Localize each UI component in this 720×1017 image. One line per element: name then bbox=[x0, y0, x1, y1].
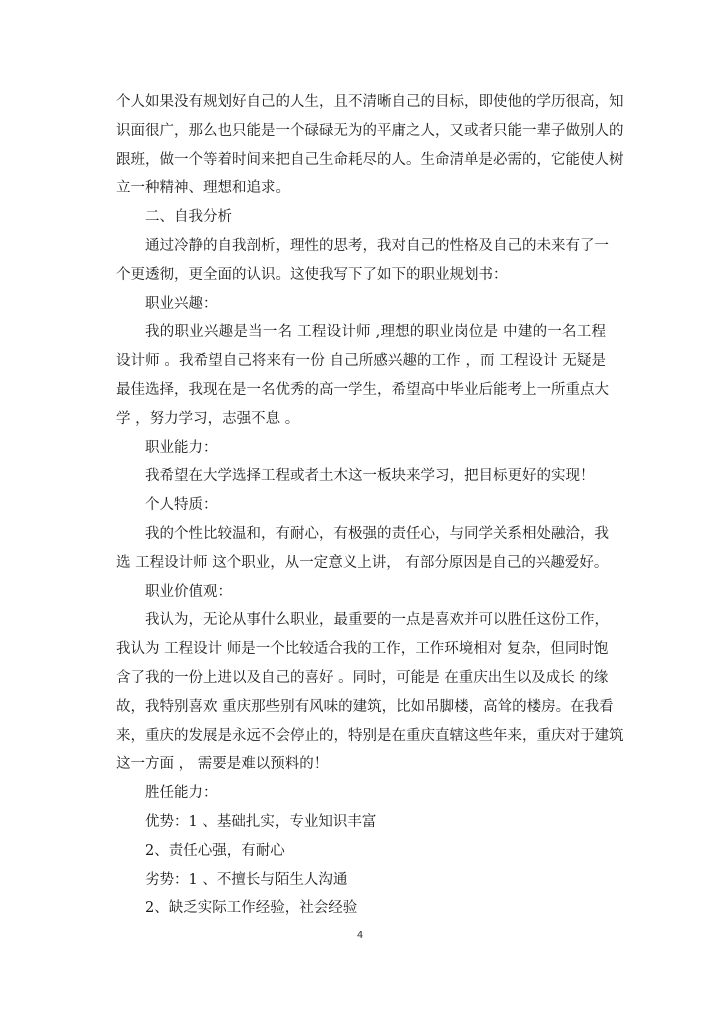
paragraph-line: 选 工程设计师 这个职业，从一定意义上讲， 有部分原因是自己的兴趣爱好。 bbox=[116, 554, 609, 571]
paragraph-line: 来，重庆的发展是永远不会停止的，特别是在重庆直辖这些年来，重庆对于建筑 bbox=[116, 727, 624, 744]
subsection-label: 职业能力： bbox=[145, 439, 218, 456]
paragraph-line: 含了我的一份上进以及自己的喜好 。同时，可能是 在重庆出生以及成长 的缘 bbox=[116, 669, 609, 686]
subsection-label: 职业价值观： bbox=[145, 583, 232, 600]
list-item: 2、责任心强，有耐心 bbox=[145, 842, 285, 859]
subsection-label: 职业兴趣： bbox=[145, 295, 218, 312]
list-item: 劣势：1 、不擅长与陌生人沟通 bbox=[145, 871, 348, 888]
paragraph-line: 我认为 工程设计 师是一个比较适合我的工作，工作环境相对 复杂，但同时饱 bbox=[116, 641, 609, 658]
paragraph-line: 最佳选择，我现在是一名优秀的高一学生，希望高中毕业后能考上一所重点大 bbox=[116, 381, 609, 398]
section-heading: 二、自我分析 bbox=[145, 209, 232, 226]
subsection-label: 个人特质： bbox=[145, 497, 218, 514]
paragraph-line: 这一方面 ， 需要是难以预料的！ bbox=[116, 756, 329, 773]
list-item: 2、缺乏实际工作经验，社会经验 bbox=[145, 900, 358, 917]
paragraph-line: 立一种精神、理想和追求。 bbox=[116, 180, 290, 197]
paragraph-line: 跟班，做一个等着时间来把自己生命耗尽的人。生命清单是必需的，它能使人树 bbox=[116, 151, 624, 168]
paragraph-line: 设计师 。我希望自己将来有一份 自己所感兴趣的工作 ，而 工程设计 无疑是 bbox=[116, 353, 606, 370]
paragraph-line: 通过冷静的自我剖析，理性的思考，我对自己的性格及自己的未来有了一 bbox=[145, 237, 609, 254]
paragraph-line: 我的个性比较温和，有耐心，有极强的责任心，与同学关系相处融洽，我 bbox=[145, 525, 609, 542]
paragraph-line: 我的职业兴趣是当一名 工程设计师 ,理想的职业岗位是 中建的一名工程 bbox=[145, 324, 606, 341]
paragraph-line: 我希望在大学选择工程或者土木这一板块来学习，把目标更好的实现！ bbox=[145, 468, 595, 485]
paragraph-line: 故，我特别喜欢 重庆那些别有风味的建筑，比如吊脚楼，高耸的楼房。在我看 bbox=[116, 698, 614, 715]
paragraph-line: 我认为，无论从事什么职业，最重要的一点是喜欢并可以胜任这份工作， bbox=[145, 612, 609, 629]
paragraph-line: 个更透彻，更全面的认识。这使我写下了如下的职业规划书： bbox=[116, 266, 508, 283]
list-item: 优势：1 、基础扎实，专业知识丰富 bbox=[145, 813, 377, 830]
subsection-label: 胜任能力： bbox=[145, 785, 218, 802]
paragraph-line: 个人如果没有规划好自己的人生，且不清晰自己的目标，即使他的学历很高，知 bbox=[116, 94, 624, 110]
document-body bbox=[116, 88, 624, 923]
paragraph-line: 识面很广，那么也只能是一个碌碌无为的平庸之人，又或者只能一辈子做别人的 bbox=[116, 122, 624, 139]
paragraph-line: 学 ，努力学习，志强不息 。 bbox=[116, 410, 300, 427]
page-number: 4 bbox=[356, 930, 364, 941]
